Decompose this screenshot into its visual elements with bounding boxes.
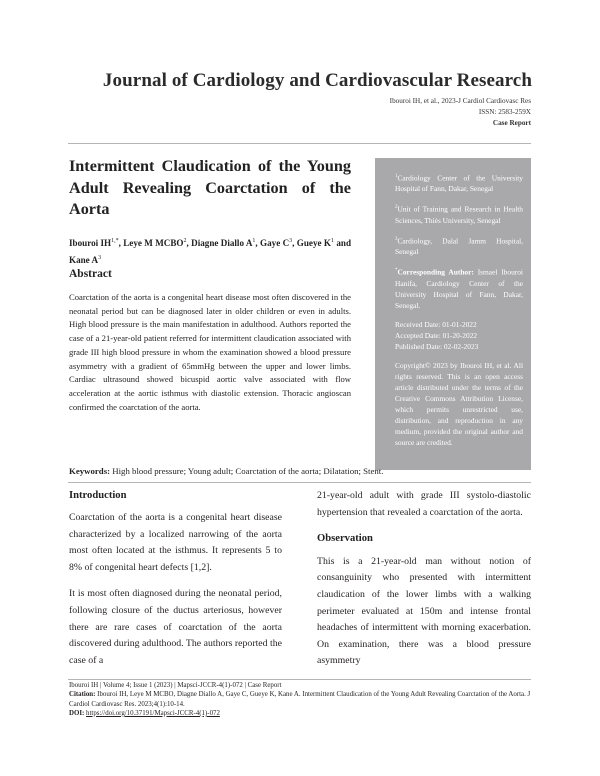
author-affiliation: 3 [289,238,293,244]
citation-short: Ibouroi IH, et al., 2023-J Cardiol Cardiovasc Res [389,97,531,105]
observation-heading: Observation [317,533,373,545]
left-column [69,510,282,679]
keywords [69,466,531,476]
doi-link[interactable]: https://doi.org/10.37191/Mapsci-JCCR-4(1)-072 [86,709,220,717]
author-affiliation: 2 [183,238,187,244]
footer-doi: DOI: https://doi.org/10.37191/Mapsci-JCCR-4(1)-072 [69,709,220,717]
introduction-heading: Introduction [69,490,127,501]
footer-issue-line: Ibouroi IH | Volume 4; Issue 1 (2023) | Mapsci-JCCR-4(1)-072 | Case Report [69,682,282,689]
author-affiliation: 1,* [111,238,119,244]
author-list: Ibouroi $IH^{1,*}$, Leye M MCBO$^2$, Diagne Diallo $A^1$, Gaye $C^3$, Gueye $K^1$ and Kane $A^3$ [69,238,351,266]
abstract-text: Coarctation of the aorta is a congenital heart disease most often discovered in the neonatal period but can be diagnosed later in older children or even in adults. High blood pressure is the main manifestation in adulthood. Authors reported the case of a 21-year-old patient referred for intermittent claudication associated with grade III high blood pressure in whom the examination showed a blood pressure asymmetry with a gradient of 65mmHg between the upper and lower limbs. Cardiac ultrasound showed bicuspid aortic valve associated with flow acceleration at the aortic isthmus with diastolic extension. Thoracic angioscan confirmed the coarctation of the aorta. [69,292,351,412]
footer-citation: Citation: Ibouroi IH, Leye M MCBO, Diagne Diallo A, Gaye C, Gueye K, Kane A. Intermittent Claudication of the Young Adult Revealing Coarctation of the Aorta. J Cardiol Cardiovasc Res. 2023;4(1):10-14. [69,691,531,708]
affiliation: $^1$Cardiology Center of the University Hospital of Fann, Dakar, Senegal [395,173,523,194]
footer [69,681,531,718]
right-column [317,488,531,680]
header-divider [68,143,531,144]
author-name: Diagne Diallo A [191,238,253,249]
abstract-heading: Abstract [69,268,112,280]
article-info-sidebox [375,158,531,470]
author-name: Gueye K [296,238,331,249]
journal-title: Journal of Cardiology and Cardiovascular Research [102,70,532,91]
affiliation: $^2$Unit of Training and Research in Health Sciences, Thiès University, Senegal [395,204,523,225]
paragraph: It is most often diagnosed during the neonatal period, following closure of the ductus arteriosus, however there are rare cases of coarctation of the aorta discovered during adulthood. The authors reported the case of a [69,588,282,666]
received-date: Received Date: 01-01-2022 [395,319,477,329]
author-name: Ibouroi IH [69,238,112,249]
author-name: Gaye C [260,238,290,249]
corresponding-author: *Corresponding Author: Ismael Ibouroi Hanifa, Cardiology Center of the University Hospital of Fann, Dakar, Senegal. [395,267,523,310]
article-title: Intermittent Claudication of the Young Adult Revealing Coarctation of the Aorta [69,157,351,218]
issn: ISSN: 2583-259X [478,108,531,116]
author-name: Kane A [69,255,99,266]
author-affiliation: 1 [252,238,256,244]
author-affiliation: 1 [330,238,334,244]
keywords-text: High blood pressure; Young adult; Coarctation of the aorta; Dilatation; Stent. [112,466,384,476]
keywords-label: Keywords: [69,466,111,476]
paragraph: This is a 21-year-old man without notion of consanguinity who presented with intermittent claudication of the lower limbs with a walking perimeter evaluated at 150m and intense frontal headaches of intermittent with morning exacerbation. On examination, there was a blood pressure asymmetry [317,555,531,667]
author-affiliation: 3 [98,255,102,262]
affiliation: $^3$Cardiology, Dalal Jamm Hospital, Senegal [395,236,523,257]
paragraph: 21-year-old adult with grade III systolo-diastolic hypertension that revealed a coarctation of the aorta. [317,490,531,518]
copyright-notice: Copyright© 2023 by Ibouroi IH, et al. All rights reserved. This is an open access article distributed under the terms of the Creative Commons Attribution License, which permits unrestricted use, distribution, and reproduction in any medium, provided the original author and source are credited. [395,360,523,447]
keywords-divider [68,482,531,483]
article-type: Case Report [492,119,531,127]
accepted-date: Accepted Date: 01-20-2022 [395,330,478,340]
footer-divider [68,679,531,680]
author-name: Leye M MCBO [123,238,184,249]
published-date: Published Date: 02-02-2023 [395,341,479,351]
paragraph: Coarctation of the aorta is a congenital heart disease characterized by a localized narrowing of the aorta most often located at the isthmus. It represents 5 to 8% of congenital heart defects [1,2]. [69,512,282,573]
